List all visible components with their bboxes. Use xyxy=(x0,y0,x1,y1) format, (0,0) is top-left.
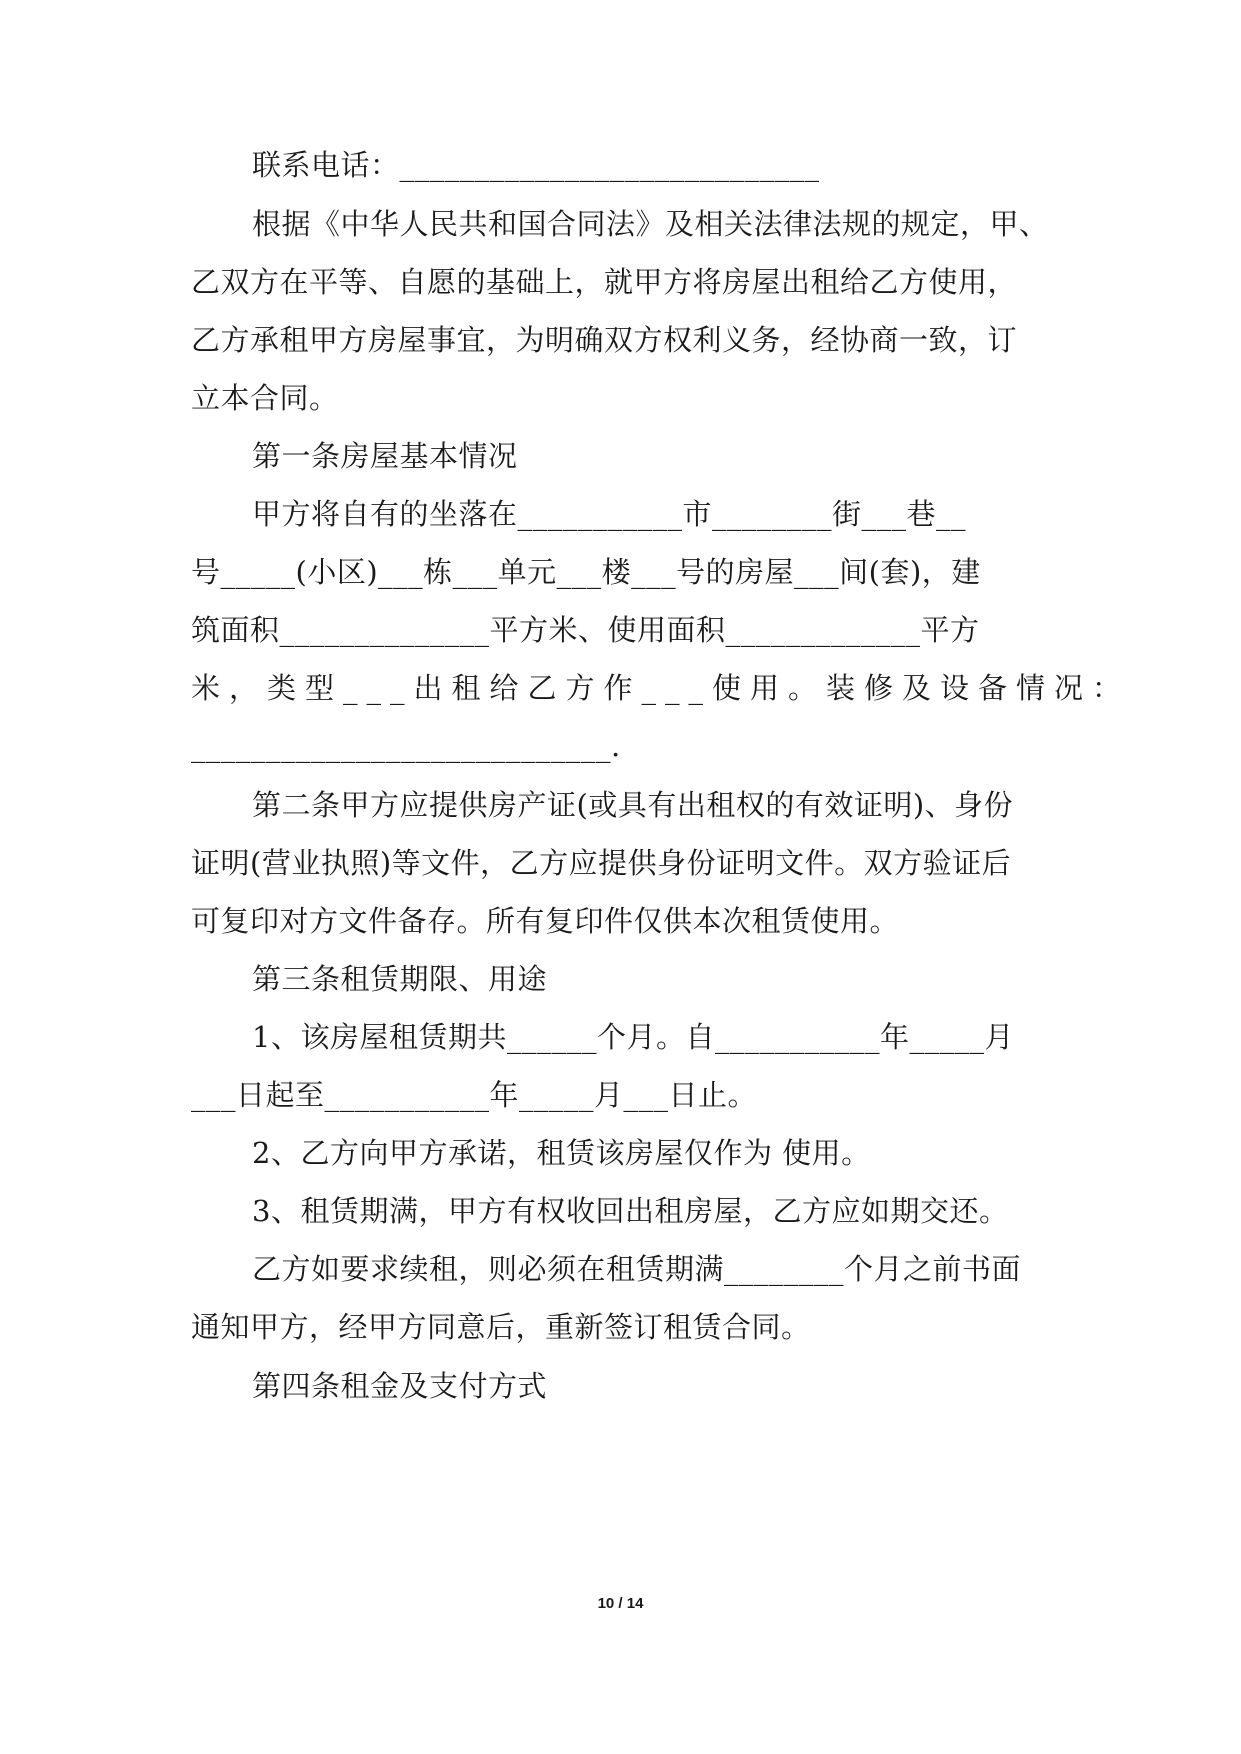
page-number: 10 / 14 xyxy=(597,1595,644,1612)
paragraph-line: 立本合同。 xyxy=(191,381,339,415)
paragraph-line: 乙方承租甲方房屋事宜，为明确双方权利义务，经协商一致，订 xyxy=(191,323,1018,357)
clause-line: 3、租赁期满，甲方有权收回出租房屋，乙方应如期交还。 xyxy=(252,1194,1009,1228)
paragraph-line: 甲方将自有的坐落在___________市________街___巷__ xyxy=(252,497,967,531)
paragraph-line: 乙方如要求续租，则必须在租赁期满________个月之前书面 xyxy=(252,1252,1022,1286)
article-heading: 第四条租金及支付方式 xyxy=(252,1369,548,1403)
blank-fill-line: ____________________________. xyxy=(191,729,621,763)
paragraph-line: 通知甲方，经甲方同意后，重新签订租赁合同。 xyxy=(191,1310,811,1344)
paragraph-line: 根据《中华人民共和国合同法》及相关法律法规的规定，甲、 xyxy=(252,207,1049,241)
paragraph-line: 号_____(小区)___栋___单元___楼___号的房屋___间(套)，建 xyxy=(191,555,981,589)
clause-line: 2、乙方向甲方承诺，租赁该房屋仅作为 使用。 xyxy=(252,1136,871,1170)
paragraph-line: 乙双方在平等、自愿的基础上，就甲方将房屋出租给乙方使用， xyxy=(191,265,1018,299)
article-heading: 第二条甲方应提供房产证(或具有出租权的有效证明)、身份 xyxy=(252,788,1014,822)
article-heading: 第一条房屋基本情况 xyxy=(252,439,518,473)
paragraph-line: 可复印对方文件备存。所有复印件仅供本次租赁使用。 xyxy=(191,904,900,938)
paragraph-line: 证明(营业执照)等文件，乙方应提供身份证明文件。双方验证后 xyxy=(191,846,1012,880)
paragraph-line: 筑面积______________平方米、使用面积_____________平方 xyxy=(191,613,980,647)
paragraph-line: 米，类型___出租给乙方作___使用。装修及设备情况： xyxy=(191,671,1131,705)
contact-phone-line: 联系电话：____________________________ xyxy=(252,148,820,182)
article-heading: 第三条租赁期限、用途 xyxy=(252,962,548,996)
clause-line: 1、该房屋租赁期共______个月。自___________年_____月 xyxy=(252,1020,1014,1054)
paragraph-line: ___日起至___________年_____月___日止。 xyxy=(191,1078,758,1112)
